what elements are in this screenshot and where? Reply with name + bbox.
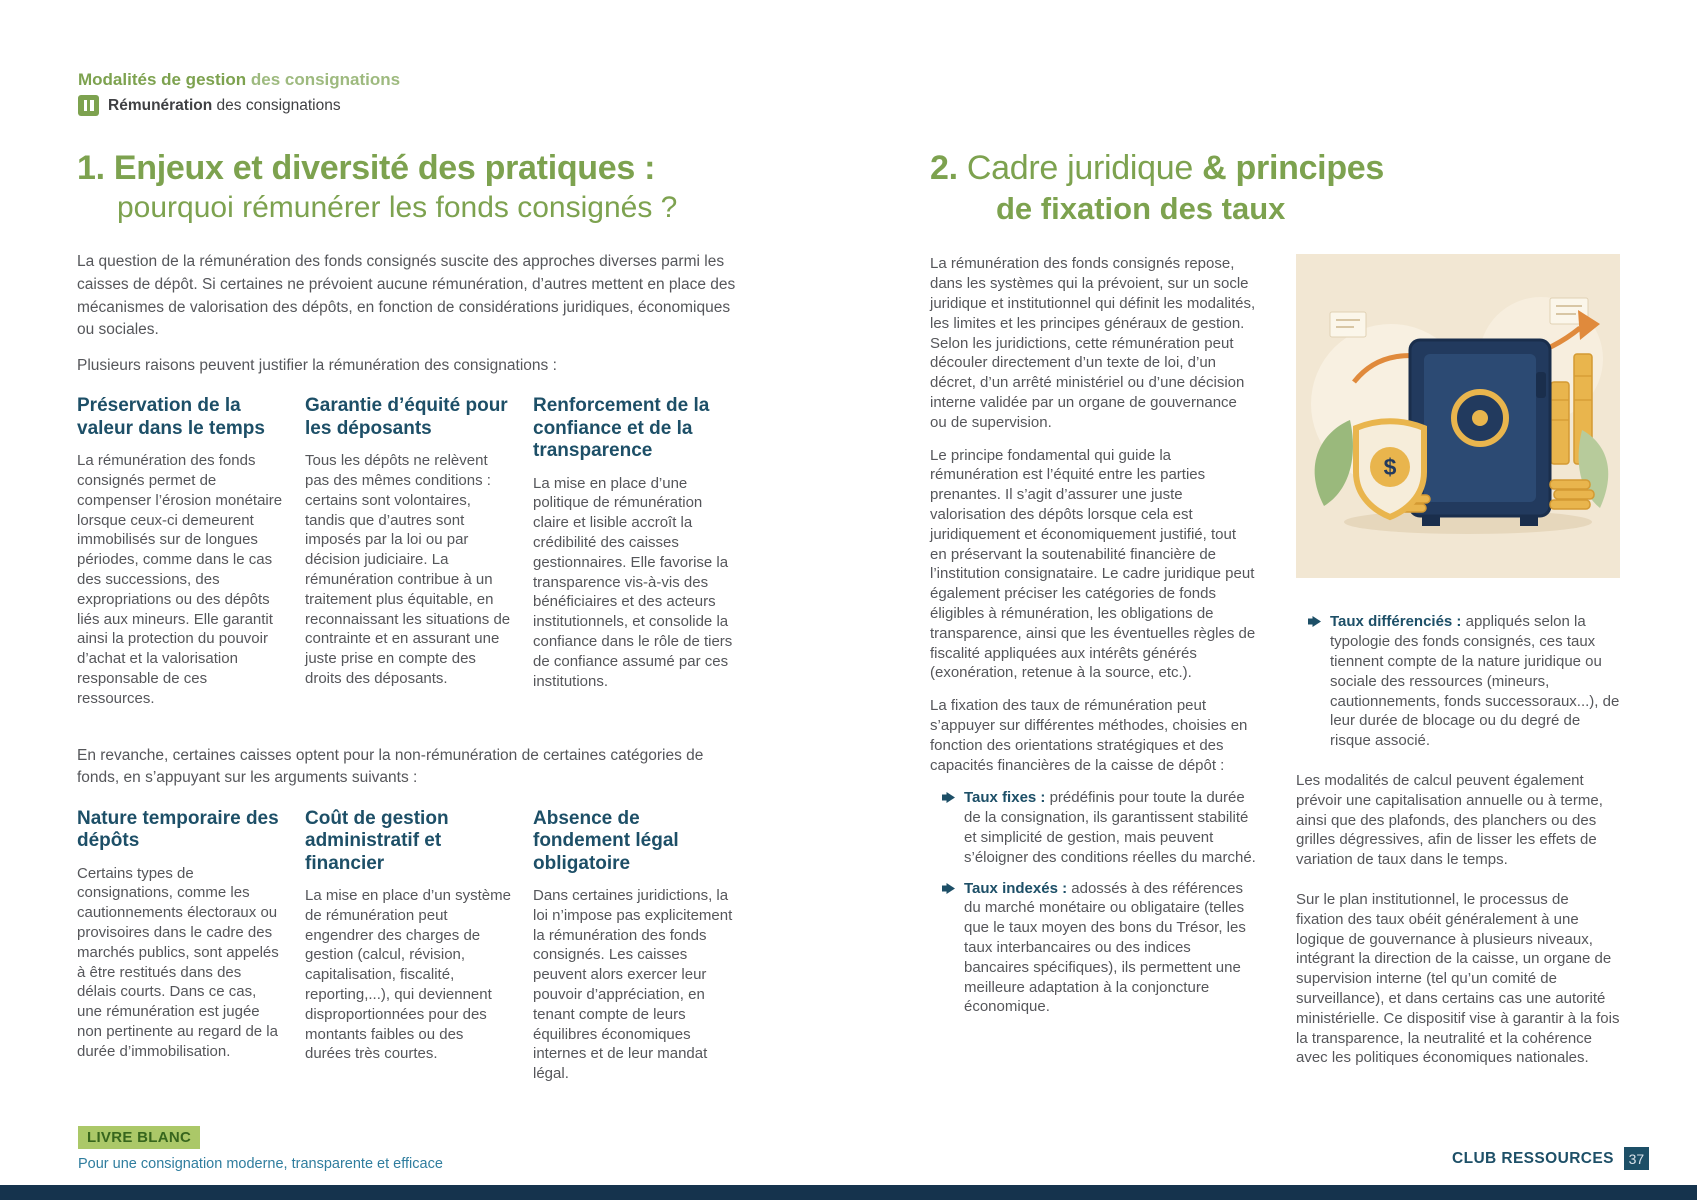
kicker-rest: des consignations [246, 70, 401, 89]
section-1-title-line2: pourquoi rémunérer les fonds consignés ? [117, 190, 678, 224]
column-heading: Renforcement de la confiance et de la transparence [533, 395, 710, 462]
section-2-number: 2. [930, 149, 958, 187]
column-body: La mise en place d’un système de rémunération peut engendrer des charges de gestion (calcul, révision, capitalisation, fiscalité, reporting,...), qui deviennent disproportionnées pour des montants faibles ou des durées très courtes. [305, 887, 511, 1063]
vault-coins-growth-illustration [1296, 254, 1620, 578]
bottom-bar [0, 1185, 1697, 1200]
section-2 [930, 148, 1620, 1068]
column-body: Certains types de consignations, comme les cautionnements électoraux ou provisoires dans le cadre des marchés publics, sont appelés à être restitués dans des délais courts. Dans ce cas, une rémunération est jugée non pertinente au regard de la durée d’immobilisation. [77, 864, 279, 1060]
arrow-right-bullet-icon [942, 883, 955, 894]
svg-text:$: $ [1383, 454, 1397, 481]
paragraph: Les modalités de calcul peuvent également prévoir une capitalisation annuelle ou à terme, ainsi que des plafonds, des planchers ou des grilles dégressives, afin de lisser les effets de variation de taux dans le temps. [1296, 772, 1603, 869]
column-heading: Préservation de la valeur dans le temps [77, 395, 265, 439]
section-2-columns [930, 254, 1620, 1068]
contrast-paragraph: En revanche, certaines caisses optent pour la non-rémunération de certaines catégories de fonds, en s’appuyant sur les arguments suivants : [77, 746, 704, 787]
argument-column-2 [305, 808, 511, 1084]
section-2-title-bold: & principes [1202, 149, 1385, 187]
section-2-title-light: Cadre juridique [966, 149, 1203, 187]
section-1-title [77, 148, 739, 189]
bullet-taux-fixes [930, 788, 1256, 867]
subtitle-rest: des consignations [212, 96, 341, 114]
livre-blanc-badge: LIVRE BLANC [78, 1126, 200, 1149]
column-body: La mise en place d’une politique de rémunération claire et lisible accroît la crédibilité des caisses gestionnaires. Elle favorise la transparence vis-à-vis des bénéficiaires et des acteurs institutionnels, et consolide la confiance dans le rôle de tiers de confiance assumé par ces institutions. [533, 474, 733, 690]
page-number: 37 [1624, 1147, 1649, 1170]
arguments-columns [77, 808, 739, 1084]
bullet-label: Taux différenciés : [1330, 613, 1462, 631]
bullet-text: Taux indexés : adossés à des références du marché monétaire ou obligataire (telles que le taux moyen des bons du Trésor, les taux interbancaires ou des indices bancaires spécifiques), ils permettent une meilleure adaptation à la conjoncture économique. [964, 879, 1246, 1016]
intro-paragraph: La question de la rémunération des fonds consignés suscite des approches diverses parmi les caisses de dépôt. Si certaines ne prévoient aucune rémunération, d’autres mettent en place des mécanismes de valorisation des dépôts, en fonction de considérations juridiques, économiques ou sociales. [77, 253, 736, 339]
arrow-right-bullet-icon [1308, 616, 1321, 627]
column-heading: Coût de gestion administratif et financier [305, 807, 449, 874]
column-heading: Garantie d’équité pour les déposants [305, 395, 508, 439]
section-2-side-column [1296, 254, 1620, 1068]
paragraph: La rémunération des fonds consignés repose, dans les systèmes qui la prévoient, sur un socle juridique et institutionnel qui définit les modalités, les limites et les principes généraux de gestion. Selon les juridictions, cette rémunération peut découler directement d’un texte de loi, d’un décret, d’un arrêté ministériel ou d’une décision interne validée par un organe de gouvernance ou de supervision. [930, 255, 1256, 431]
footer-right [1452, 1147, 1649, 1170]
section-1-number: 1. [77, 149, 105, 187]
bullet-text: Taux différenciés : appliqués selon la typologie des fonds consignés, ces taux tiennent compte de la nature juridique ou sociale des ressources (mineurs, cautionnements, fonds successoraux...), de leur durée de blocage ou du degré de risque associé. [1330, 613, 1620, 750]
subtitle-text [108, 97, 341, 115]
kicker-strong: Modalités de gestion [78, 70, 247, 89]
section-2-text-column [930, 254, 1256, 1068]
lead-paragraph: Plusieurs raisons peuvent justifier la rémunération des consignations : [77, 356, 557, 374]
reason-column-1 [77, 395, 283, 708]
arrow-right-bullet-icon [942, 792, 955, 803]
argument-column-3 [533, 808, 739, 1084]
bullet-label: Taux indexés : [964, 879, 1068, 897]
brand-name: CLUB RESSOURCES [1452, 1149, 1614, 1167]
chapter-subtitle [78, 95, 341, 116]
column-heading: Nature temporaire des dépôts [77, 807, 279, 852]
column-body: Tous les dépôts ne relèvent pas des mêmes conditions : certains sont volontaires, tandis que d’autres sont imposés par la loi ou par décision judiciaire. La rémunération contribue à un traitement plus équitable, en reconnaissant les situations de contrainte et en assurant une juste prise en compte des droits des déposants. [305, 452, 511, 687]
paragraph: Sur le plan institutionnel, le processus de fixation des taux obéit généralement à une logique de gouvernance à plusieurs niveaux, intégrant la direction de la caisse, un organe de supervision interne (tel qu’un comité de surveillance), et dans certains cas une autorité ministérielle. Ce dispositif vise à garantir à la fois la transparence, la neutralité et la cohérence avec les politiques économiques nationales. [1296, 891, 1620, 1067]
reason-column-2 [305, 395, 511, 708]
argument-column-1 [77, 808, 283, 1084]
bullet-taux-differencies [1296, 612, 1620, 751]
bullet-text: Taux fixes : prédéfinis pour toute la durée de la consignation, ils garantissent stabilité et simplicité de gestion, mais peuvent s’éloigner des conditions réelles du marché. [964, 789, 1256, 866]
section-2-title [930, 148, 1620, 189]
paragraph: La fixation des taux de rémunération peut s’appuyer sur différentes méthodes, choisies en fonction des orientations stratégiques et des capacités financières de la caisse de dépôt : [930, 697, 1248, 774]
column-body: La rémunération des fonds consignés permet de compenser l’érosion monétaire lorsque ceux-ci demeurent immobilisés sur de longues périodes, comme dans le cas des successions, des expropriations ou des dépôts liés aux mineurs. Elle garantit ainsi la protection du pouvoir d’achat et la valorisation responsable de ces ressources. [77, 452, 283, 707]
paragraph: Le principe fondamental qui guide la rémunération est l’équité entre les parties prenantes. Il s’agit d’assurer une juste valorisation des dépôts lorsque cela est juridiquement et économiquement justifié, tout en préservant la soutenabilité financière de l’institution consignataire. Le cadre juridique peut également préciser les catégories de fonds éligibles à rémunération, les obligations de transparence, ainsi que les éventuelles règles de fiscalité appliquées aux intérêts générés (exonération, retenue à la source, etc.). [930, 446, 1256, 682]
roman-numeral-II-icon [78, 95, 99, 116]
reason-column-3 [533, 395, 739, 708]
footer-tagline: Pour une consignation moderne, transparente et efficace [78, 1156, 443, 1172]
bullet-label: Taux fixes : [964, 789, 1046, 807]
section-2-title-line2: de fixation des taux [996, 190, 1286, 226]
column-body: Dans certaines juridictions, la loi n’impose pas explicitement la rémunération des fonds consignés. Les caisses peuvent alors exercer leur pouvoir d’appréciation, en tenant compte de leurs équilibres économiques internes et de leur mandat légal. [533, 887, 733, 1083]
kicker [78, 70, 400, 90]
subtitle-strong: Rémunération [108, 96, 213, 114]
reasons-columns [77, 395, 739, 708]
section-1-title-line1: Enjeux et diversité des pratiques : [113, 149, 656, 187]
column-heading: Absence de fondement légal obligatoire [533, 807, 679, 874]
bullet-taux-indexes [930, 879, 1256, 1018]
section-1 [77, 148, 739, 1084]
